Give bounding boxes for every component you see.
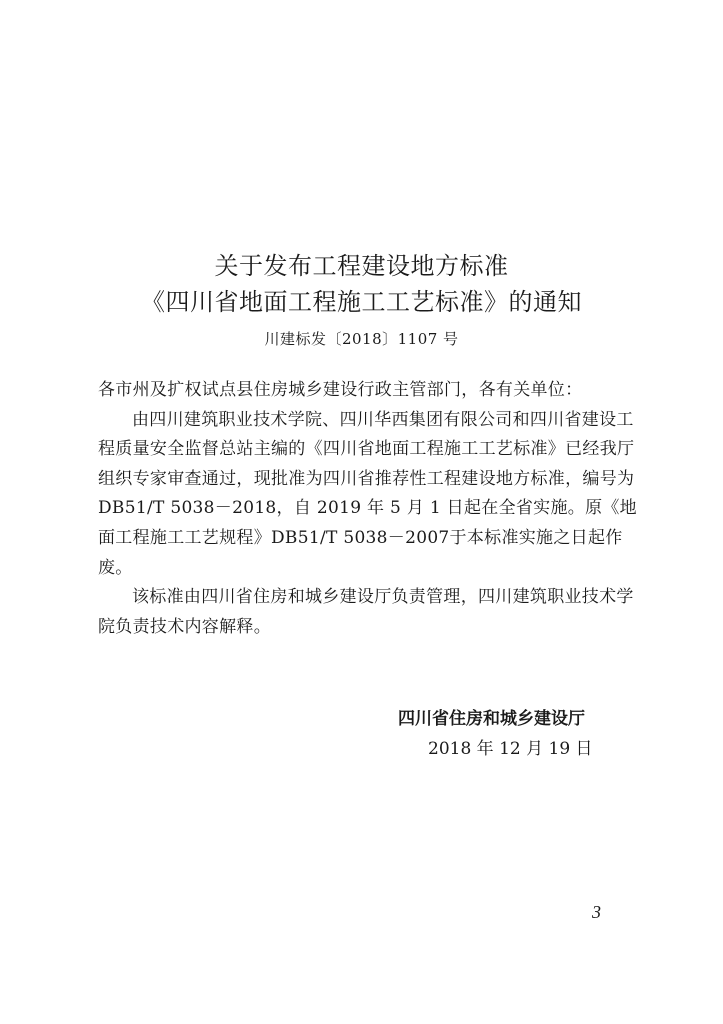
paragraph-approval: 由四川建筑职业技术学院、四川华西集团有限公司和四川省建设工程质量安全监督总站主编的《四川省地面工程施工工艺标准》已经我厅组织专家审查通过，现批准为四川省推荐性工程建设地方标准，编号为 DB51/T 5038－2018，自 2019 年 5 月 1 日起在全省实施。原《地面工程施工工艺规程》DB51/T 5038－2007于本标准实施之日起作废。 [98, 409, 637, 578]
signature-block [398, 704, 658, 764]
notice-title-line-1: 关于发布工程建设地方标准 [214, 252, 509, 280]
notice-header [0, 248, 723, 350]
paragraph-management: 该标准由四川省住房和城乡建设厅负责管理，四川建筑职业技术学院负责技术内容解释。 [98, 587, 634, 637]
document-number: 川建标发〔2018〕1107 号 [264, 330, 459, 348]
salutation: 各市州及扩权试点县住房城乡建设行政主管部门，各有关单位： [98, 380, 583, 400]
notice-title-line-2: 《四川省地面工程施工工艺标准》的通知 [141, 288, 582, 316]
page-number: 3 [592, 902, 601, 922]
notice-body [98, 376, 638, 642]
issuing-organization: 四川省住房和城乡建设厅 [398, 709, 585, 729]
issue-date: 2018 年 12 月 19 日 [428, 739, 593, 759]
